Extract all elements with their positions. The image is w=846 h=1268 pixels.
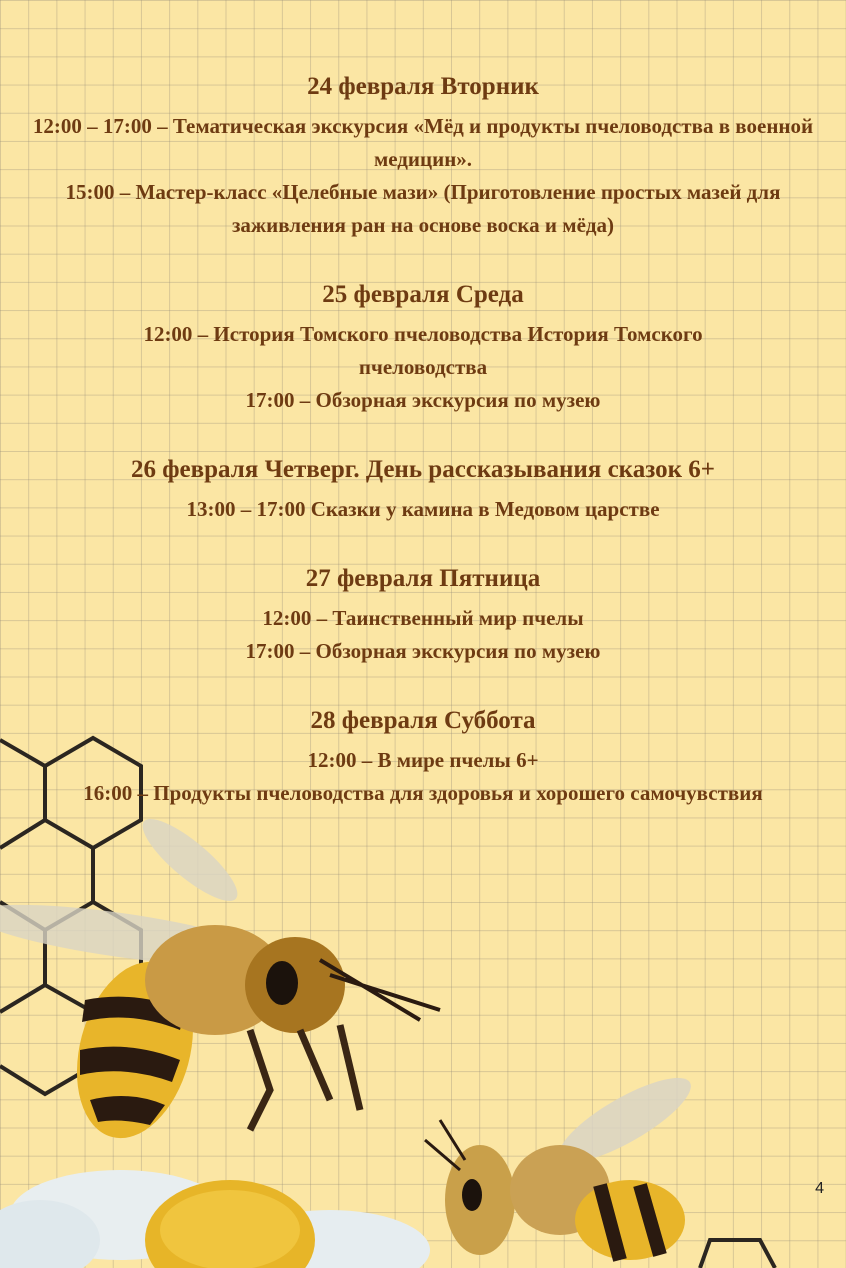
small-bee	[425, 1063, 701, 1260]
daisy-flower	[0, 1170, 430, 1268]
page-number: 4	[815, 1180, 824, 1197]
schedule-day	[0, 562, 846, 668]
day-title: 26 февраля Четверг. День рассказывания сказок 6+	[131, 456, 715, 483]
day-title: 27 февраля Пятница	[305, 565, 541, 592]
schedule-day	[0, 453, 846, 526]
schedule-day	[0, 70, 846, 242]
event-line: 15:00 – Мастер-класс «Целебные мази» (Приготовление простых мазей для заживления ран на основе воска и мёда)	[65, 180, 781, 237]
event-line: 12:00 – В мире пчелы 6+	[307, 748, 539, 772]
event-line: 17:00 – Обзорная экскурсия по музею	[245, 388, 601, 412]
day-title: 25 февраля Среда	[322, 281, 524, 308]
day-title: 24 февраля Вторник	[307, 73, 539, 100]
schedule-day	[0, 704, 846, 810]
schedule-day	[0, 278, 846, 417]
event-line: 12:00 – 17:00 – Тематическая экскурсия «Мёд и продукты пчеловодства в военной медицин».	[32, 114, 814, 171]
event-line: 12:00 – История Томского пчеловодства История Томского пчеловодства	[143, 322, 703, 379]
event-line: 16:00 – Продукты пчеловодства для здоровья и хорошего самочувствия	[83, 781, 763, 805]
large-bee	[0, 808, 440, 1152]
event-line: 17:00 – Обзорная экскурсия по музею	[245, 639, 601, 663]
day-title: 28 февраля Суббота	[310, 707, 536, 734]
schedule	[0, 70, 846, 846]
event-line: 13:00 – 17:00 Сказки у камина в Медовом царстве	[186, 497, 660, 521]
event-line: 12:00 – Таинственный мир пчелы	[262, 606, 584, 630]
